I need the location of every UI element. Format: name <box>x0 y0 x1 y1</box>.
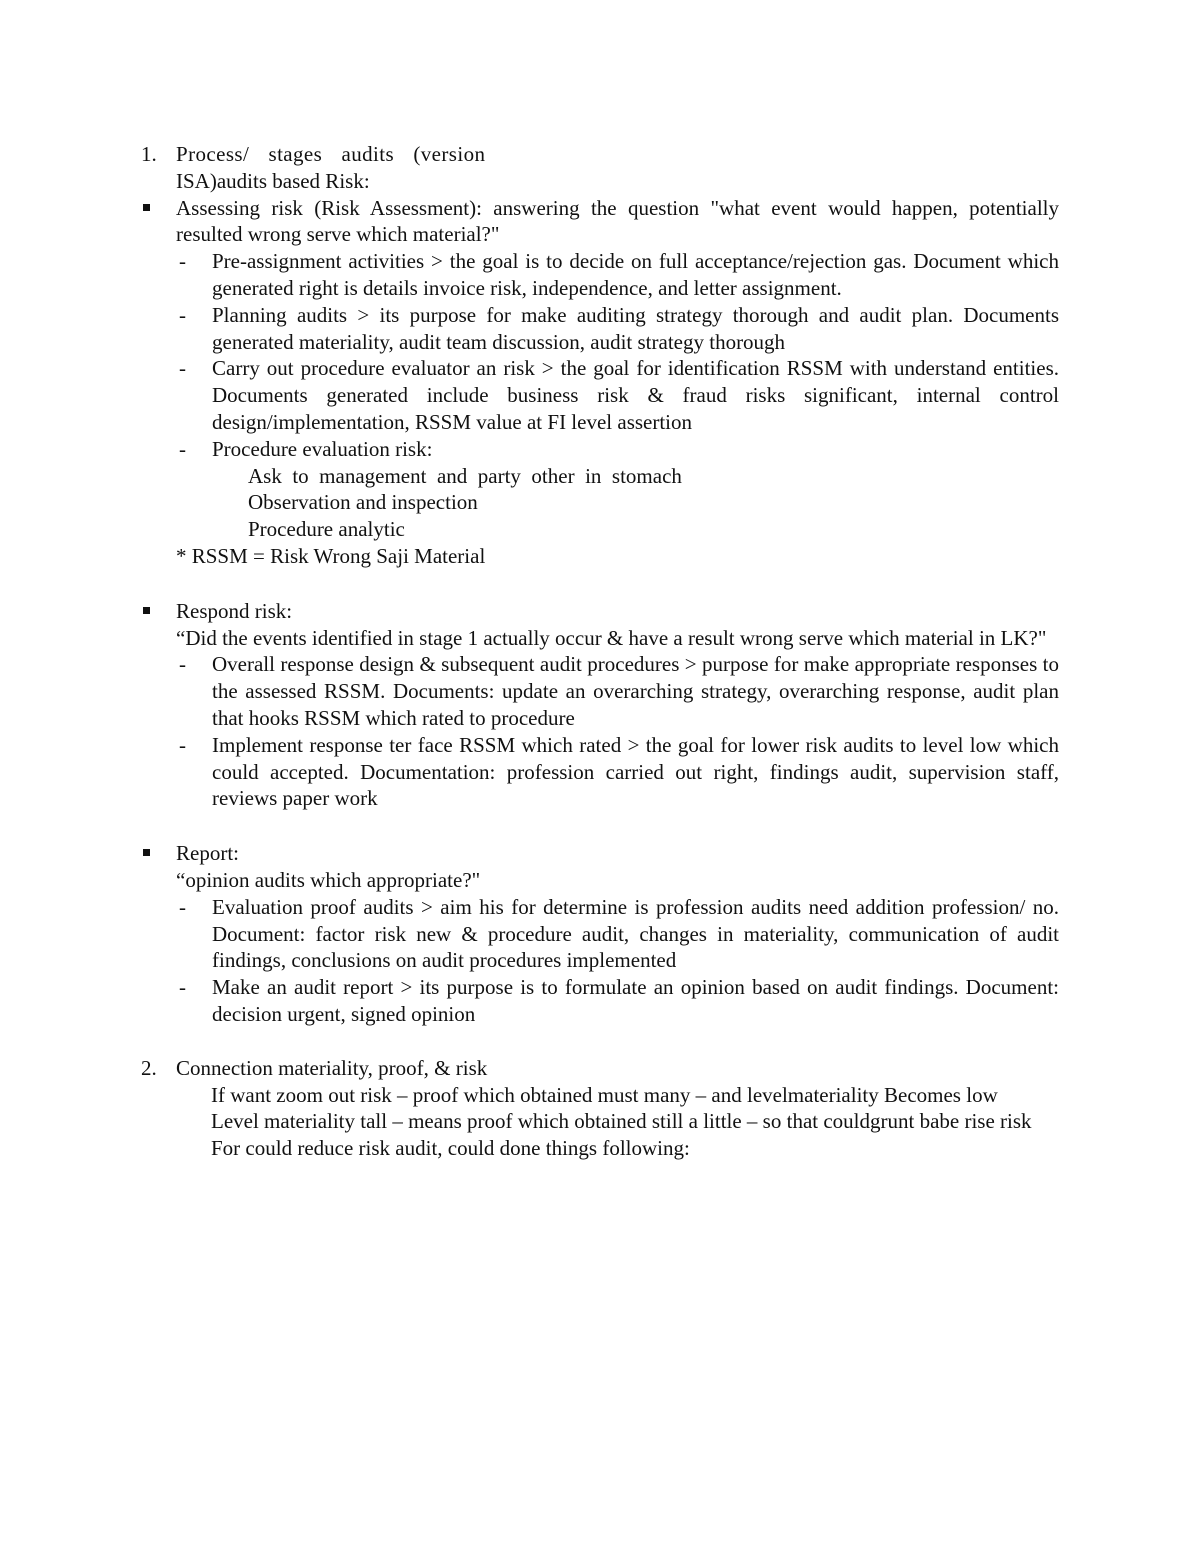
dash-bullet: - <box>179 302 186 327</box>
square-bullet-icon <box>143 204 150 211</box>
list-item-text: Evaluation proof audits > aim his for determine is profession audits need addition profession/ no. Document: factor risk new & procedure audit, changes in materiality, communication of audit findings, conclusions on audit procedures implemented <box>212 894 1059 973</box>
list-item <box>176 436 1059 463</box>
respond-risk-section <box>141 598 1059 812</box>
list-item-text: Carry out procedure evaluator an risk > the goal for identification RSSM with understand entities. Documents generated include business risk & fraud risks significant, internal control design/implementation, RSSM value at FI level assertion <box>212 356 1059 434</box>
square-bullet-icon <box>143 607 150 614</box>
procedure-line: Observation and inspection <box>248 490 478 515</box>
dash-bullet: - <box>179 249 186 274</box>
list-item <box>176 894 1059 974</box>
list-item-text: Planning audits > its purpose for make auditing strategy thorough and audit plan. Documents generated materiality, audit team discussion, audit strategy thorough <box>212 302 1059 354</box>
document-body <box>141 141 1059 1162</box>
section-1-title-line1: Process/ stages audits (version <box>176 142 486 166</box>
dash-bullet: - <box>179 356 186 381</box>
section-1-number: 1. <box>141 142 157 166</box>
dash-bullet: - <box>179 894 186 919</box>
square-bullet-icon <box>143 849 150 856</box>
list-item-text: Procedure evaluation risk: <box>212 436 433 461</box>
list-item <box>176 248 1059 302</box>
list-item <box>176 732 1059 812</box>
section-2-line: For could reduce risk audit, could done things following: <box>211 1136 690 1161</box>
section-2-title: Connection materiality, proof, & risk <box>176 1055 488 1080</box>
assessing-risk-section <box>141 195 1059 570</box>
assessing-risk-heading: Assessing risk (Risk Assessment): answering the question "what event would happen, potentially resulted wrong serve which material?" <box>176 195 1059 247</box>
list-item-text: Make an audit report > its purpose is to formulate an opinion based on audit findings. Document: decision urgent, signed opinion <box>212 975 1059 1026</box>
dash-bullet: - <box>179 652 186 677</box>
procedure-line: Procedure analytic <box>248 517 405 542</box>
list-item-text: Implement response ter face RSSM which rated > the goal for lower risk audits to level low which could accepted. Documentation: profession carried out right, findings audit, supervision staff, reviews paper work <box>212 732 1059 811</box>
section-2-line: Level materiality tall – means proof which obtained still a little – so that couldgrunt babe rise risk <box>211 1109 1032 1134</box>
list-item <box>176 974 1059 1028</box>
respond-risk-question: “Did the events identified in stage 1 actually occur & have a result wrong serve which material in LK?" <box>176 625 1047 650</box>
list-item <box>176 355 1059 435</box>
report-question: “opinion audits which appropriate?" <box>176 867 481 892</box>
list-item-text: Overall response design & subsequent audit procedures > purpose for make appropriate responses to the assessed RSSM. Documents: update an overarching strategy, overarching response, audit plan that hooks RSSM which rated to procedure <box>212 652 1059 730</box>
respond-risk-heading: Respond risk: <box>176 598 293 623</box>
rssm-note: * RSSM = Risk Wrong Saji Material <box>176 543 486 568</box>
section-2-number: 2. <box>141 1055 157 1080</box>
report-section <box>141 840 1059 1028</box>
dash-bullet: - <box>179 732 186 757</box>
section-1-title-line2: ISA)audits based Risk: <box>176 168 370 193</box>
procedure-line: Ask to management and party other in stomach <box>248 463 682 488</box>
list-item <box>176 651 1059 731</box>
dash-bullet: - <box>179 436 186 461</box>
list-item <box>176 302 1059 356</box>
list-item-text: Pre-assignment activities > the goal is to decide on full acceptance/rejection gas. Document which generated right is details invoice risk, independence, and letter assignment. <box>212 249 1059 300</box>
section-1 <box>141 141 1059 195</box>
report-heading: Report: <box>176 841 239 866</box>
section-2 <box>141 1055 1059 1162</box>
dash-bullet: - <box>179 975 186 1000</box>
section-2-line: If want zoom out risk – proof which obtained must many – and levelmateriality Becomes low <box>211 1082 998 1107</box>
